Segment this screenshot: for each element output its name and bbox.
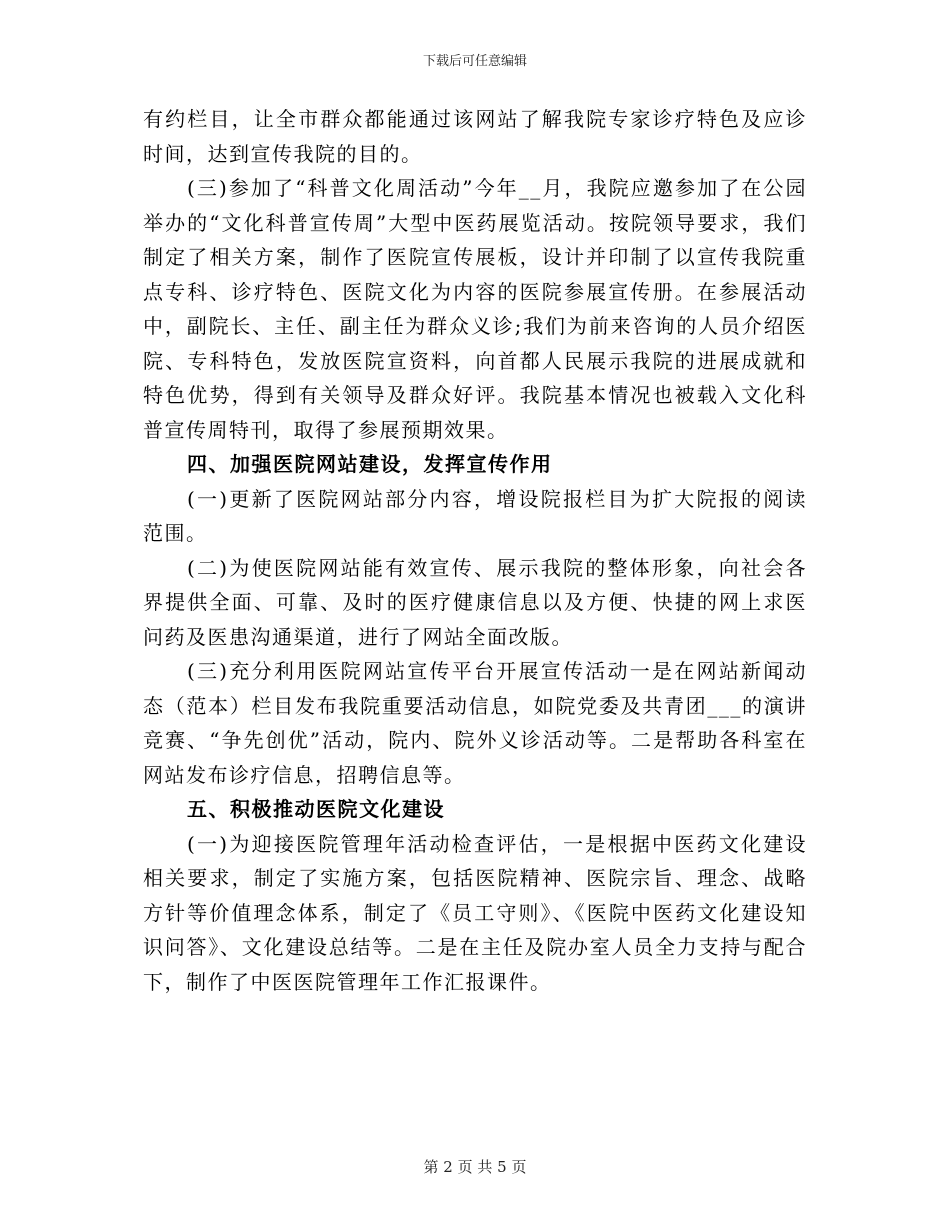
paragraph-continuation: 有约栏目，让全市群众都能通过该网站了解我院专家诊疗特色及应诊时间，达到宣传我院的目的。	[143, 107, 807, 166]
paragraph-website-update: (一)更新了医院网站部分内容，增设院报栏目为扩大院报的阅读范围。	[143, 486, 807, 545]
paragraph-website-redesign: (二)为使医院网站能有效宣传、展示我院的整体形象，向社会各界提供全面、可靠、及时的医疗健康信息以及方便、快捷的网上求医问药及医患沟通渠道，进行了网站全面改版。	[143, 555, 807, 649]
paragraph-science-week: (三)参加了“科普文化周活动”今年__月，我院应邀参加了在公园举办的“文化科普宣传周”大型中医药展览活动。按院领导要求，我们制定了相关方案，制作了医院宣传展板，设计并印制了以宣传我院重点专科、诊疗特色、医院文化为内容的医院参展宣传册。在参展活动中，副院长、主任、副主任为群众义诊;我们为前来咨询的人员介绍医院、专科特色，发放医院宣资料，向首都人民展示我院的进展成就和特色优势，得到有关领导及群众好评。我院基本情况也被载入文化科普宣传周特刊，取得了参展预期效果。	[143, 176, 807, 442]
paragraph-website-promotion: (三)充分利用医院网站宣传平台开展宣传活动一是在网站新闻动态（范本）栏目发布我院重要活动信息，如院党委及共青团___的演讲竞赛、“争先创优”活动，院内、院外义诊活动等。二是帮助各科室在网站发布诊疗信息，招聘信息等。	[143, 659, 807, 787]
document-body	[143, 102, 807, 999]
page-number: 第 2 页 共 5 页	[423, 1158, 527, 1176]
section-heading-website: 四、加强医院网站建设，发挥宣传作用	[187, 452, 553, 476]
page-header-note: 下载后可任意编辑	[422, 54, 527, 69]
section-heading-culture: 五、积极推动医院文化建设	[187, 797, 445, 821]
paragraph-culture-building: (一)为迎接医院管理年活动检查评估，一是根据中医药文化建设相关要求，制定了实施方案，包括医院精神、医院宗旨、理念、战略方针等价值理念体系，制定了《员工守则》、《医院中医药文化建设知识问答》、文化建设总结等。二是在主任及院办室人员全力支持与配合下，制作了中医医院管理年工作汇报课件。	[143, 831, 807, 994]
